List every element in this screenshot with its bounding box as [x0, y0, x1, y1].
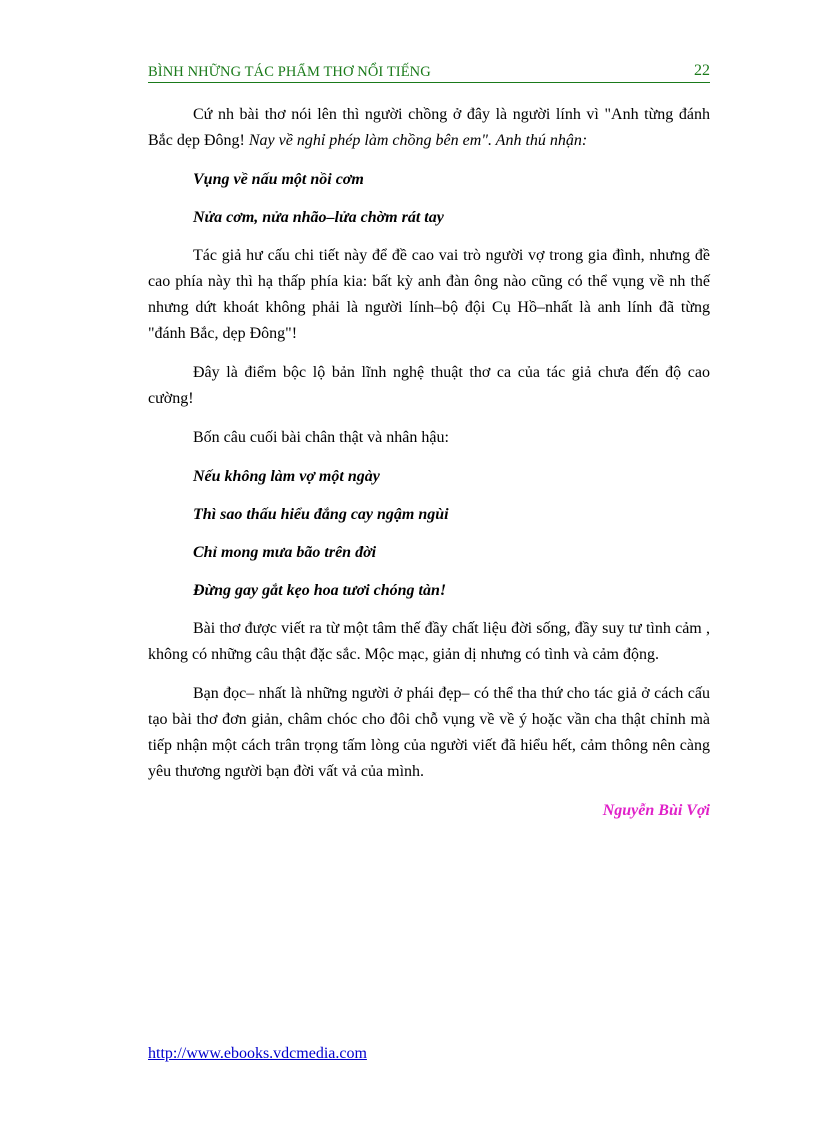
- paragraph-4: Bốn câu cuối bài chân thật và nhân hậu:: [193, 429, 449, 446]
- author-signature: Nguyễn Bùi Vợi: [602, 802, 710, 819]
- verse-line: Nếu không làm vợ một ngày: [193, 468, 380, 485]
- page-header: [148, 62, 710, 83]
- page-number: 22: [694, 62, 710, 79]
- footer-url-link[interactable]: http://www.ebooks.vdcmedia.com: [148, 1045, 367, 1062]
- paragraph-1-italic: Nay về nghỉ phép làm chồng bên em". Anh thú nhận:: [248, 132, 588, 149]
- document-body: [148, 102, 710, 824]
- running-title: BÌNH NHỮNG TÁC PHẨM THƠ NỔI TIẾNG: [148, 64, 431, 80]
- paragraph-6: Bạn đọc– nhất là những người ở phái đẹp– có thể tha thứ cho tác giả ở cách cấu tạo bài thơ đơn giản, châm chóc cho đôi chỗ vụng về về ý hoặc vần cha thật chỉnh mà tiếp nhận một cách trân trọng tấm lòng của người viết đã hiểu hết, cảm thông nên càng yêu thương người bạn đời vất vả của mình.: [148, 685, 710, 780]
- verse-line: Nửa cơm, nửa nhão–lửa chờm rát tay: [193, 209, 444, 226]
- verse-line: Thì sao thấu hiểu đắng cay ngậm ngùi: [193, 506, 449, 523]
- verse-line: Chỉ mong mưa bão trên đời: [193, 544, 377, 561]
- paragraph-3: Đây là điểm bộc lộ bản lĩnh nghệ thuật thơ ca của tác giả chưa đến độ cao cường!: [148, 364, 710, 407]
- paragraph-1: [148, 102, 710, 154]
- paragraph-5: Bài thơ được viết ra từ một tâm thế đầy chất liệu đời sống, đầy suy tư tình cảm , không có những câu thật đặc sắc. Mộc mạc, giản dị nhưng có tình và cảm động.: [148, 620, 710, 663]
- paragraph-1-text: Cứ nh bài thơ nói lên thì người chồng ở đây là người lính vì "Anh từng đánh Bắc dẹp Đông!: [148, 106, 710, 149]
- verse-line: Vụng về nấu một nồi cơm: [193, 171, 364, 188]
- verse-line: Đừng gay gắt kẹo hoa tươi chóng tàn!: [193, 582, 447, 599]
- paragraph-2: Tác giả hư cấu chi tiết này để đề cao vai trò người vợ trong gia đình, nhưng đề cao phía này thì hạ thấp phía kia: bất kỳ anh đàn ông nào cũng có thể vụng về nh thế nhưng dứt khoát không phải là người lính–bộ đội Cụ Hồ–nhất là anh lính đã từng "đánh Bắc, dẹp Đông"!: [148, 247, 710, 342]
